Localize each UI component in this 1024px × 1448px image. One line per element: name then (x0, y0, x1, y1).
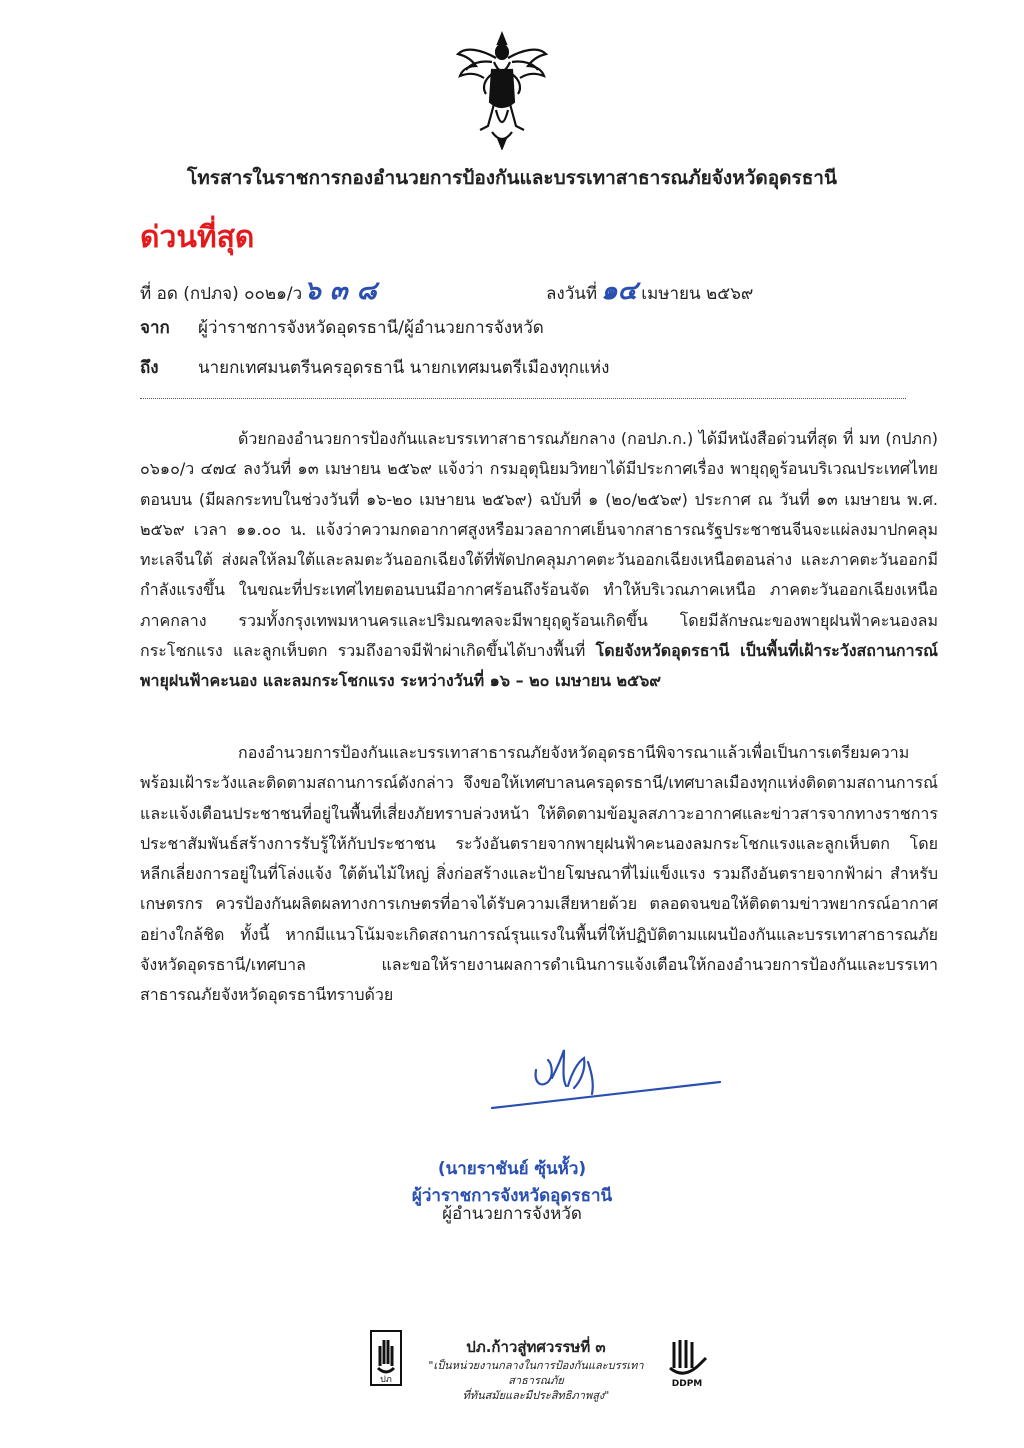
from-value: ผู้ว่าราชการจังหวัดอุดรธานี/ผู้อำนวยการจังหวัด (198, 318, 544, 338)
document-header: โทรสารในราชการกองอำนวยการป้องกันและบรรเทาสาธารณภัยจังหวัดอุดรธานี (187, 167, 837, 189)
to-row (140, 354, 609, 381)
signature-icon (488, 1042, 728, 1122)
date-handwritten-day: ๑๔ (601, 276, 638, 306)
divider-dotted (140, 398, 906, 399)
reference-handwritten-number: ๖ ๓ ๘ (304, 276, 377, 306)
signatory-position: ผู้ว่าราชการจังหวัดอุดรธานี (411, 1186, 613, 1206)
ddpm-hand-logo-icon (370, 1330, 402, 1386)
signatory-name: (นายราชันย์ ซุ้นหั้ว) (437, 1159, 587, 1179)
reference-number (140, 270, 377, 311)
date-month-year: เมษายน ๒๕๖๙ (641, 284, 754, 304)
body-paragraph-2: กองอำนวยการป้องกันและบรรเทาสาธารณภัยจังหวัดอุดรธานีพิจารณาแล้วเพื่อเป็นการเตรียมความพร้อมเฝ้าระวังและติดตามสถานการณ์ดังกล่าว จึงขอให้เทศบาลนครอุดรธานี/เทศบาลเมืองทุกแห่งติดตามสถานการณ์และแจ้งเตือนประชาชนที่อยู่ในพื้นที่เสี่ยงภัยทราบล่วงหน้า ให้ติดตามข้อมูลสภาวะอากาศและข่าวสารจากทางราชการ ประชาสัมพันธ์สร้างการรับรู้ให้กับประชาชน ระวังอันตรายจากพายุฝนฟ้าคะนองลมกระโชกแรงและลูกเห็บตก โดยหลีกเลี่ยงการอยู่ในที่โล่งแจ้ง ใต้ต้นไม้ใหญ่ สิ่งก่อสร้างและป้ายโฆษณาที่ไม่แข็งแรง รวมถึงอันตรายจากฟ้าผ่า สำหรับเกษตรกร ควรป้องกันผลิตผลทางการเกษตรที่อาจได้รับความเสียหายด้วย ตลอดจนขอให้ติดตามข่าวพยากรณ์อากาศอย่างใกล้ชิด ทั้งนี้ หากมีแนวโน้มจะเกิดสถานการณ์รุนแรงในพื้นที่ให้ปฏิบัติตามแผนป้องกันและบรรเทาสาธารณภัยจังหวัดอุดรธานี/เทศบาล และขอให้รายงานผลการดำเนินการแจ้งเตือนให้กองอำนวยการป้องกันและบรรเทาสาธารณภัยจังหวัดอุดรธานีทราบด้วย (140, 743, 938, 1005)
to-label: ถึง (140, 358, 159, 378)
body-paragraph-1 (140, 424, 938, 697)
right-logo-text: DDPM (671, 1379, 703, 1388)
garuda-emblem-icon (452, 30, 552, 150)
signatory-role: ผู้อำนวยการจังหวัด (442, 1204, 582, 1224)
left-logo-text: ปภ (380, 1375, 392, 1385)
document-date (546, 270, 753, 311)
footer-title: ปภ.ก้าวสู่ทศวรรษที่ ๓ (466, 1338, 606, 1356)
urgency-label: ด่วนที่สุด (140, 220, 255, 255)
footer-slogan (408, 1358, 664, 1403)
paragraph-1-bold-text: โดยจังหวัดอุดรธานี เป็นพื้นที่เฝ้าระวังสถานการณ์พายุฝนฟ้าคะนอง และลมกระโชกแรง ระหว่างวันที่ ๑๖ – ๒๐ เมษายน ๒๕๖๙ (140, 641, 939, 691)
to-value: นายกเทศมนตรีนครอุดรธานี นายกเทศมนตรีเมืองทุกแห่ง (198, 358, 610, 378)
from-row (140, 314, 544, 341)
ddpm-logo-icon (662, 1334, 712, 1388)
from-label: จาก (140, 318, 170, 338)
footer-slogan-line-2: ที่ทันสมัยและมีประสิทธิภาพสูง" (462, 1389, 610, 1402)
date-prefix: ลงวันที่ (546, 284, 598, 304)
reference-prefix: ที่ อด (กปภจ) ๐๐๒๑/ว (140, 284, 303, 304)
paragraph-1-text: ด้วยกองอำนวยการป้องกันและบรรเทาสาธารณภัยกลาง (กอปภ.ก.) ได้มีหนังสือด่วนที่สุด ที่ มท (กปภก) ๐๖๑๐/ว ๔๗๔ ลงวันที่ ๑๓ เมษายน ๒๕๖๙ แจ้งว่า กรมอุตุนิยมวิทยาได้มีประกาศเรื่อง พายุฤดูร้อนบริเวณประเทศไทยตอนบน (มีผลกระทบในช่วงวันที่ ๑๖-๒๐ เมษายน ๒๕๖๙) ฉบับที่ ๑ (๒๐/๒๕๖๙) ประกาศ ณ วันที่ ๑๓ เมษายน พ.ศ. ๒๕๖๙ เวลา ๑๑.๐๐ น. แจ้งว่าความกดอากาศสูงหรือมวลอากาศเย็นจากสาธารณรัฐประชาชนจีนจะแผ่ลงมาปกคลุมทะเลจีนใต้ ส่งผลให้ลมใต้และลมตะวันออกเฉียงใต้ที่พัดปกคลุมภาคตะวันออกเฉียงเหนือตอนล่าง และภาคตะวันออกมีกำลังแรงขึ้น ในขณะที่ประเทศไทยตอนบนมีอากาศร้อนถึงร้อนจัด ทำให้บริเวณภาคเหนือ ภาคตะวันออกเฉียงเหนือ ภาคกลาง รวมทั้งกรุงเทพมหานครและปริมณฑลจะมีพายุฤดูร้อนเกิดขึ้น โดยมีลักษณะของพายุฝนฟ้าคะนองลมกระโชกแรง และลูกเห็บตก รวมถึงอาจมีฟ้าผ่าเกิดขึ้นได้บางพื้นที่ (140, 429, 939, 661)
footer-slogan-line-1: "เป็นหน่วยงานกลางในการป้องกันและบรรเทาสาธารณภัย (428, 1359, 644, 1387)
